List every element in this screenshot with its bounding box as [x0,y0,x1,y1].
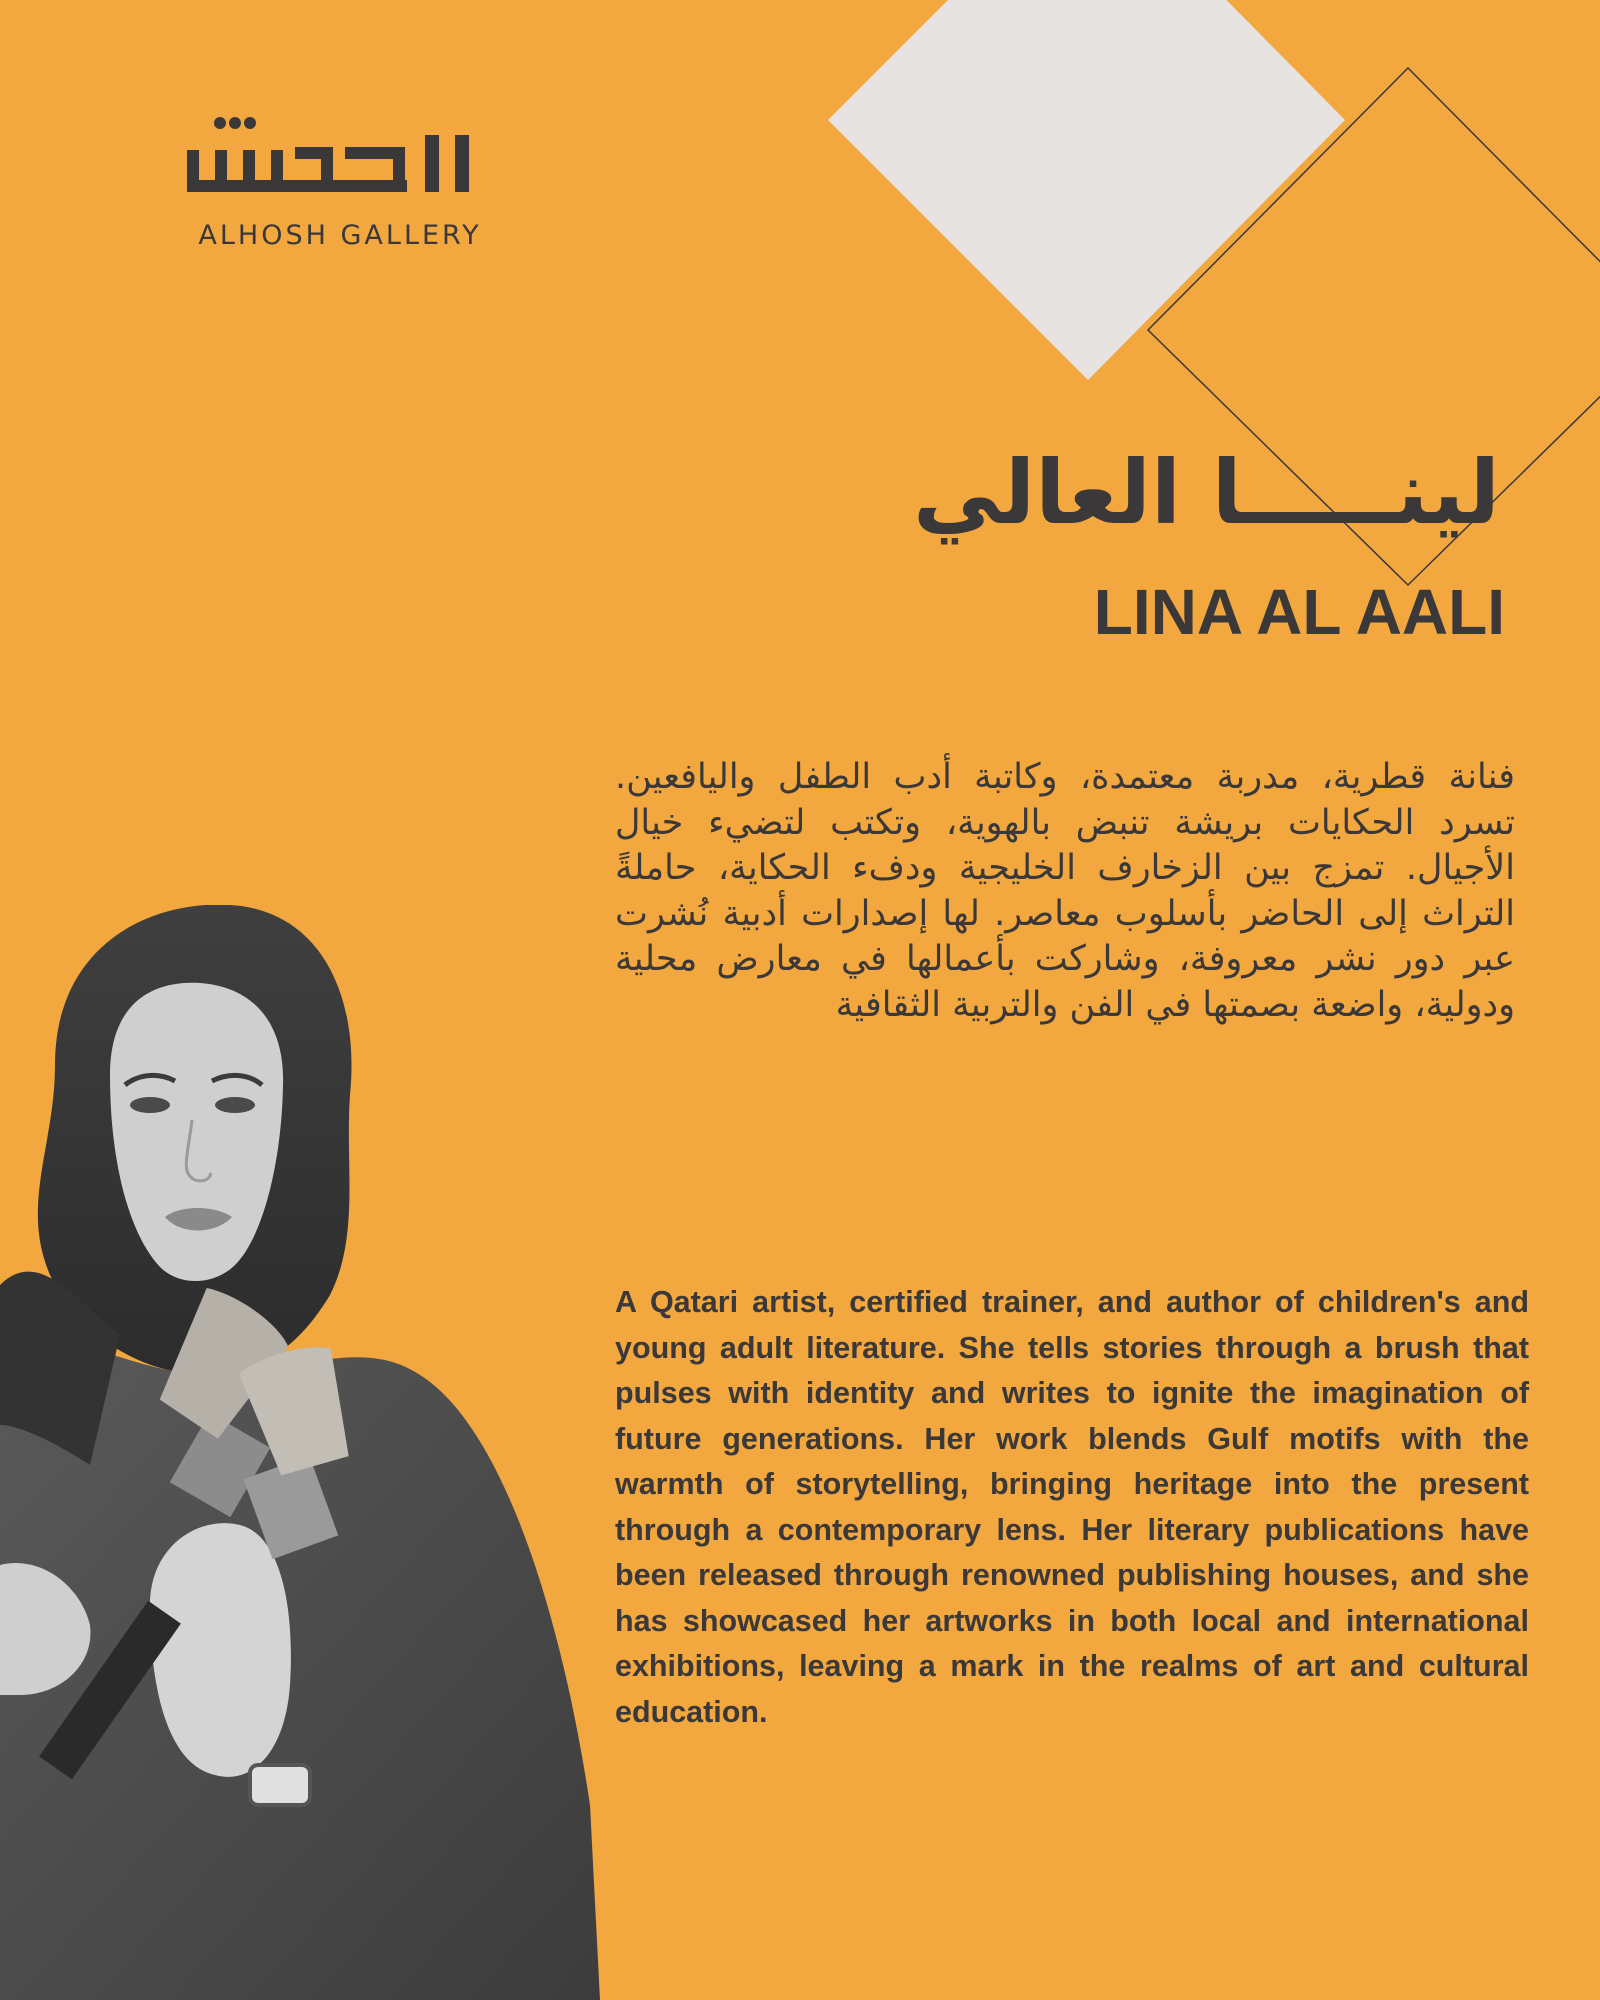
wristwatch [250,1765,310,1805]
gallery-logo [185,115,495,255]
logo-dot [244,117,256,129]
artist-name-arabic: لينـــــا العالي [913,441,1500,544]
grey-diamond [828,0,1345,380]
right-eye [215,1097,255,1113]
bio-english: A Qatari artist, certified trainer, and author of children's and young adult literature. She tells stories through a brush that pulses with identity and writes to ignite the imagination of future generations. Her work blends Gulf motifs with the warmth of storytelling, bringing heritage into the present through a contemporary lens. Her literary publications have been released through renowned publishing houses, and she has showcased her artworks in both local and international exhibitions, leaving a mark in the realms of art and cultural education. [615,1285,1529,1729]
logo-stroke [393,147,405,192]
logo-subtitle: ALHOSH GALLERY [198,220,482,251]
bio-arabic: فنانة قطرية، مدربة معتمدة، وكاتبة أدب الطفل واليافعين. تسرد الحكايات بريشة تنبض بالهوية، وتكتب لتضيء خيال الأجيال. تمزج بين الزخارف الخليجية ودفء الحكاية، حاملةً التراث إلى الحاضر بأسلوب معاصر. لها إصدارات أدبية نُشرت عبر دور نشر معروفة، وشاركت بأعمالها في معارض محلية ودولية، واضعة بصمتها في الفن والتربية الثقافية [615,757,1515,1025]
artist-name-english: LINA AL AALI [1093,576,1505,648]
logo-stroke [425,135,439,192]
logo-wordmark [185,115,495,210]
logo-stroke [271,150,283,188]
logo-stroke [215,150,227,188]
logo-dot [214,117,226,129]
logo-stroke [455,135,469,192]
artist-portrait [0,905,600,2000]
left-eye [130,1097,170,1113]
logo-stroke [321,147,333,192]
logo-dot [229,117,241,129]
logo-stroke [243,150,255,188]
